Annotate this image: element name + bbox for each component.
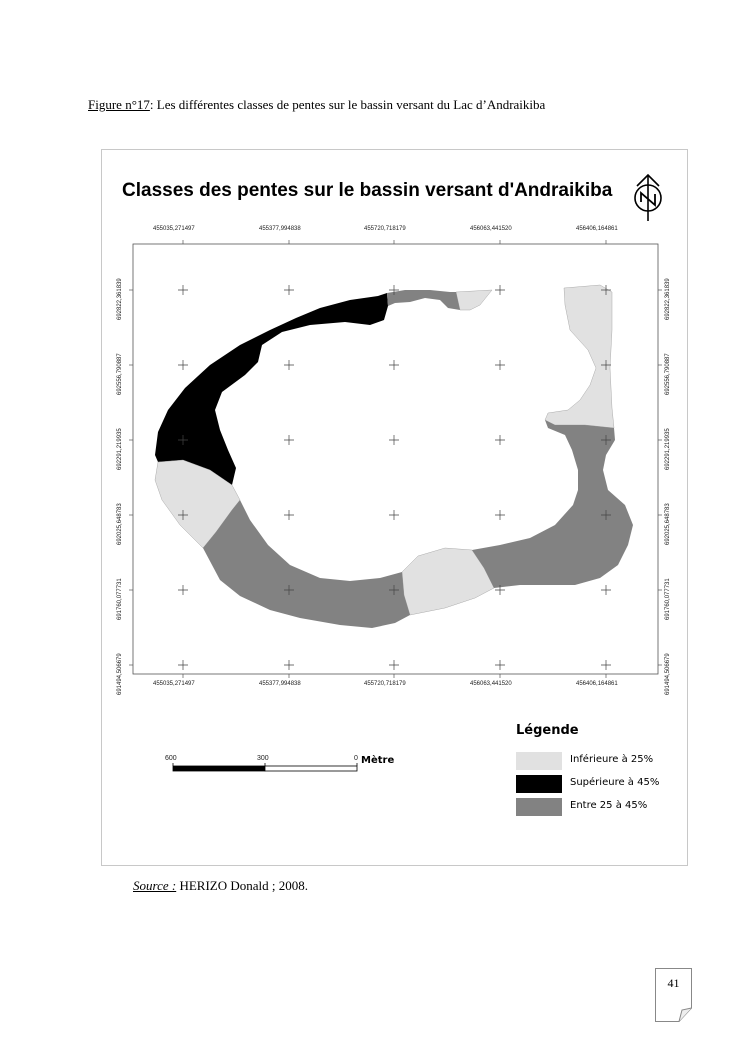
y-tick-label-right: 692291,219935 bbox=[665, 428, 671, 470]
legend-label-low: Inférieure à 25% bbox=[570, 754, 654, 765]
y-tick-label-right: 691760,077731 bbox=[665, 578, 671, 620]
legend-label-steep: Supérieure à 45% bbox=[570, 777, 660, 788]
y-tick-label-left: 691494,506679 bbox=[117, 653, 123, 695]
slope-zone-steep bbox=[155, 293, 388, 485]
page-number: 41 bbox=[667, 976, 680, 990]
y-tick-label-right: 692822,361839 bbox=[665, 278, 671, 320]
x-tick-label-bottom: 456063,441520 bbox=[470, 681, 512, 687]
x-tick-label-top: 455720,718179 bbox=[364, 226, 406, 232]
legend-swatch-low bbox=[516, 752, 562, 770]
source-note bbox=[133, 878, 308, 894]
slope-zone-medium-north bbox=[387, 290, 460, 310]
scale-label-600: 600 bbox=[165, 755, 177, 762]
legend-title: Légende bbox=[516, 723, 579, 738]
source-label: Source : bbox=[133, 878, 177, 893]
figure-caption-text: : Les différentes classes de pentes sur le bassin versant du Lac d’Andraikiba bbox=[149, 97, 546, 112]
slope-zone-low-northeast bbox=[456, 290, 492, 310]
source-text: HERIZO Donald ; 2008. bbox=[176, 878, 308, 893]
x-tick-label-top: 455377,994838 bbox=[259, 226, 301, 232]
y-tick-label-right: 691494,506679 bbox=[665, 653, 671, 695]
scale-label-0: 0 bbox=[354, 755, 358, 762]
scale-bar bbox=[173, 763, 357, 771]
y-tick-label-right: 692556,790887 bbox=[665, 353, 671, 395]
x-tick-label-top: 456406,164861 bbox=[576, 226, 618, 232]
x-tick-label-top: 456063,441520 bbox=[470, 226, 512, 232]
north-arrow-icon bbox=[635, 175, 661, 221]
x-tick-label-bottom: 455035,271497 bbox=[153, 681, 195, 687]
y-tick-label-left: 692291,219935 bbox=[117, 428, 123, 470]
slope-zone-medium-southeast bbox=[472, 420, 633, 588]
scale-unit: Mètre bbox=[361, 755, 395, 766]
slope-zone-low-east bbox=[545, 285, 614, 428]
scale-label-300: 300 bbox=[257, 755, 269, 762]
page-number-box bbox=[655, 968, 692, 1022]
map-title: Classes des pentes sur le bassin versant d'Andraikiba bbox=[122, 180, 613, 201]
y-tick-label-left: 692025,648783 bbox=[117, 503, 123, 545]
figure-label: Figure n°17 bbox=[88, 97, 150, 112]
legend-swatch-steep bbox=[516, 775, 562, 793]
x-tick-label-bottom: 455377,994838 bbox=[259, 681, 301, 687]
y-tick-label-left: 692822,361839 bbox=[117, 278, 123, 320]
y-tick-label-right: 692025,648783 bbox=[665, 503, 671, 545]
slope-zone-medium-south bbox=[203, 500, 410, 628]
x-tick-label-bottom: 456406,164861 bbox=[576, 681, 618, 687]
y-tick-label-left: 692556,790887 bbox=[117, 353, 123, 395]
legend-label-medium: Entre 25 à 45% bbox=[570, 800, 648, 811]
y-tick-label-left: 691760,077731 bbox=[117, 578, 123, 620]
legend-swatch-medium bbox=[516, 798, 562, 816]
x-tick-label-top: 455035,271497 bbox=[153, 226, 195, 232]
x-tick-label-bottom: 455720,718179 bbox=[364, 681, 406, 687]
